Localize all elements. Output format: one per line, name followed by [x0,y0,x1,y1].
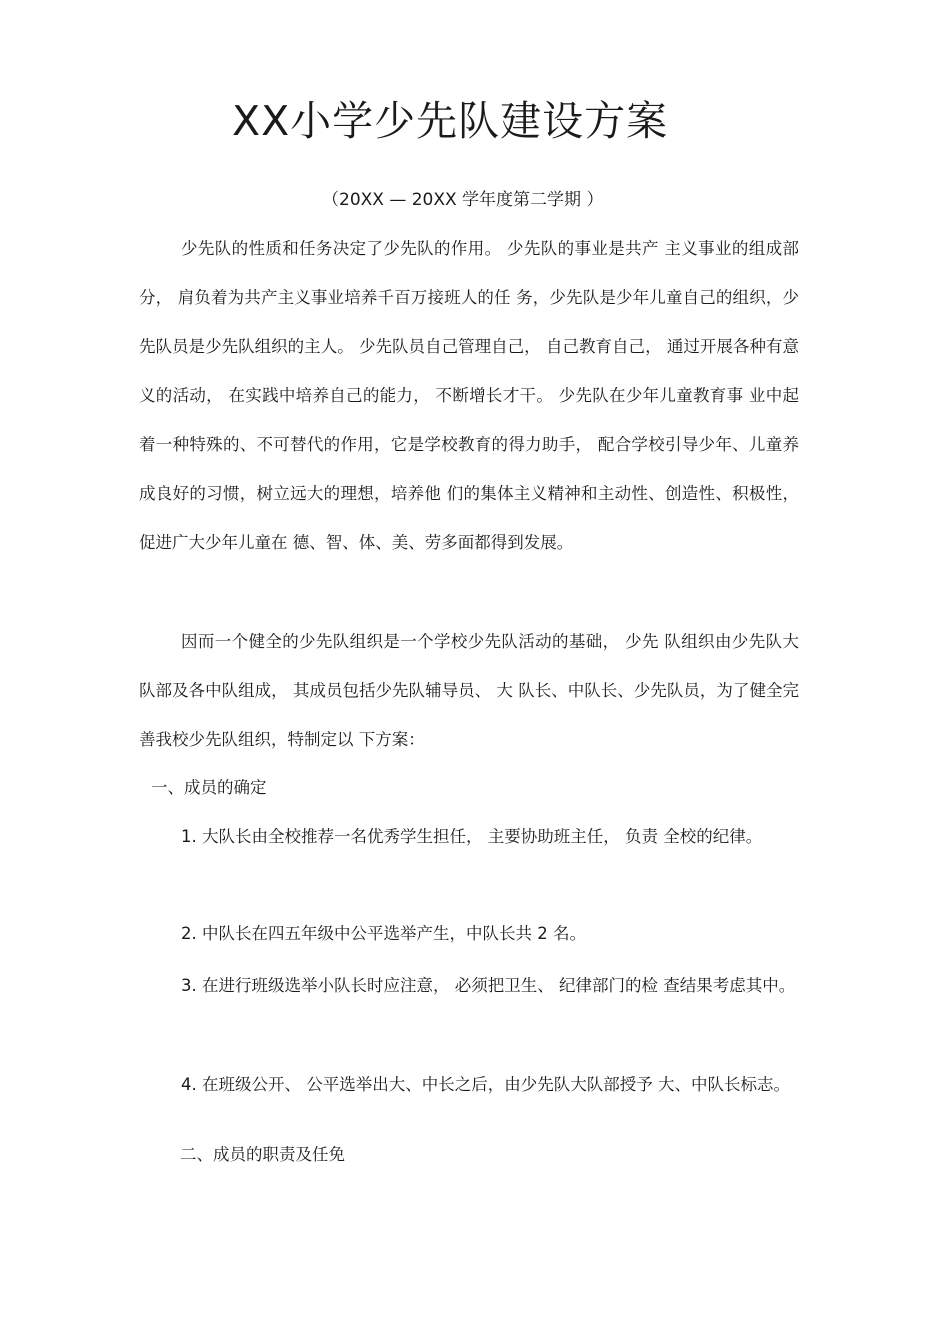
list-item: 2. 中队长在四五年级中公平选举产生，中队长共 2 名。 [181,924,586,943]
paragraph-organization: 因而一个健全的少先队组织是一个学校少先队活动的基础， 少先 队组织由少先队大队部及各中队组成， 其成员包括少先队辅导员、 大 队长、中队长、少先队员，为了健全完善我校少先队组织，特制定以 下方案： [139,632,799,749]
list-item: 4. 在班级公开、 公平选举出大、中长之后，由少先队大队部授予 大、中队长标志。 [181,1075,790,1094]
section-heading-members: 一、成员的确定 [151,778,267,797]
section-heading-duties: 二、成员的职责及任免 [180,1145,345,1164]
list-item: 1. 大队长由全校推荐一名优秀学生担任， 主要协助班主任， 负责 全校的纪律。 [181,827,763,846]
document-subtitle: （20XX — 20XX 学年度第二学期 ） [322,190,604,210]
list-item: 3. 在进行班级选举小队长时应注意， 必须把卫生、 纪律部门的检 查结果考虑其中。 [181,976,796,995]
document-title: XX小学少先队建设方案 [232,97,669,145]
paragraph-intro: 少先队的性质和任务决定了少先队的作用。 少先队的事业是共产 主义事业的组成部分， 肩负着为共产主义事业培养千百万接班人的任 务，少先队是少年儿童自己的组织，少先队员是少先队组织的主人。 少先队员自己管理自己， 自己教育自己， 通过开展各种有意义的活动， 在实践中培养自己的能力， 不断增长才干。 少先队在少年儿童教育事 业中起着一种特殊的、不可替代的作用，它是学校教育的得力助手， 配合学校引导少年、儿童养成良好的习惯，树立远大的理想，培养他 们的集体主义精神和主动性、创造性、积极性，促进广大少年儿童在 德、智、体、美、劳多面都得到发展。 [139,239,799,552]
